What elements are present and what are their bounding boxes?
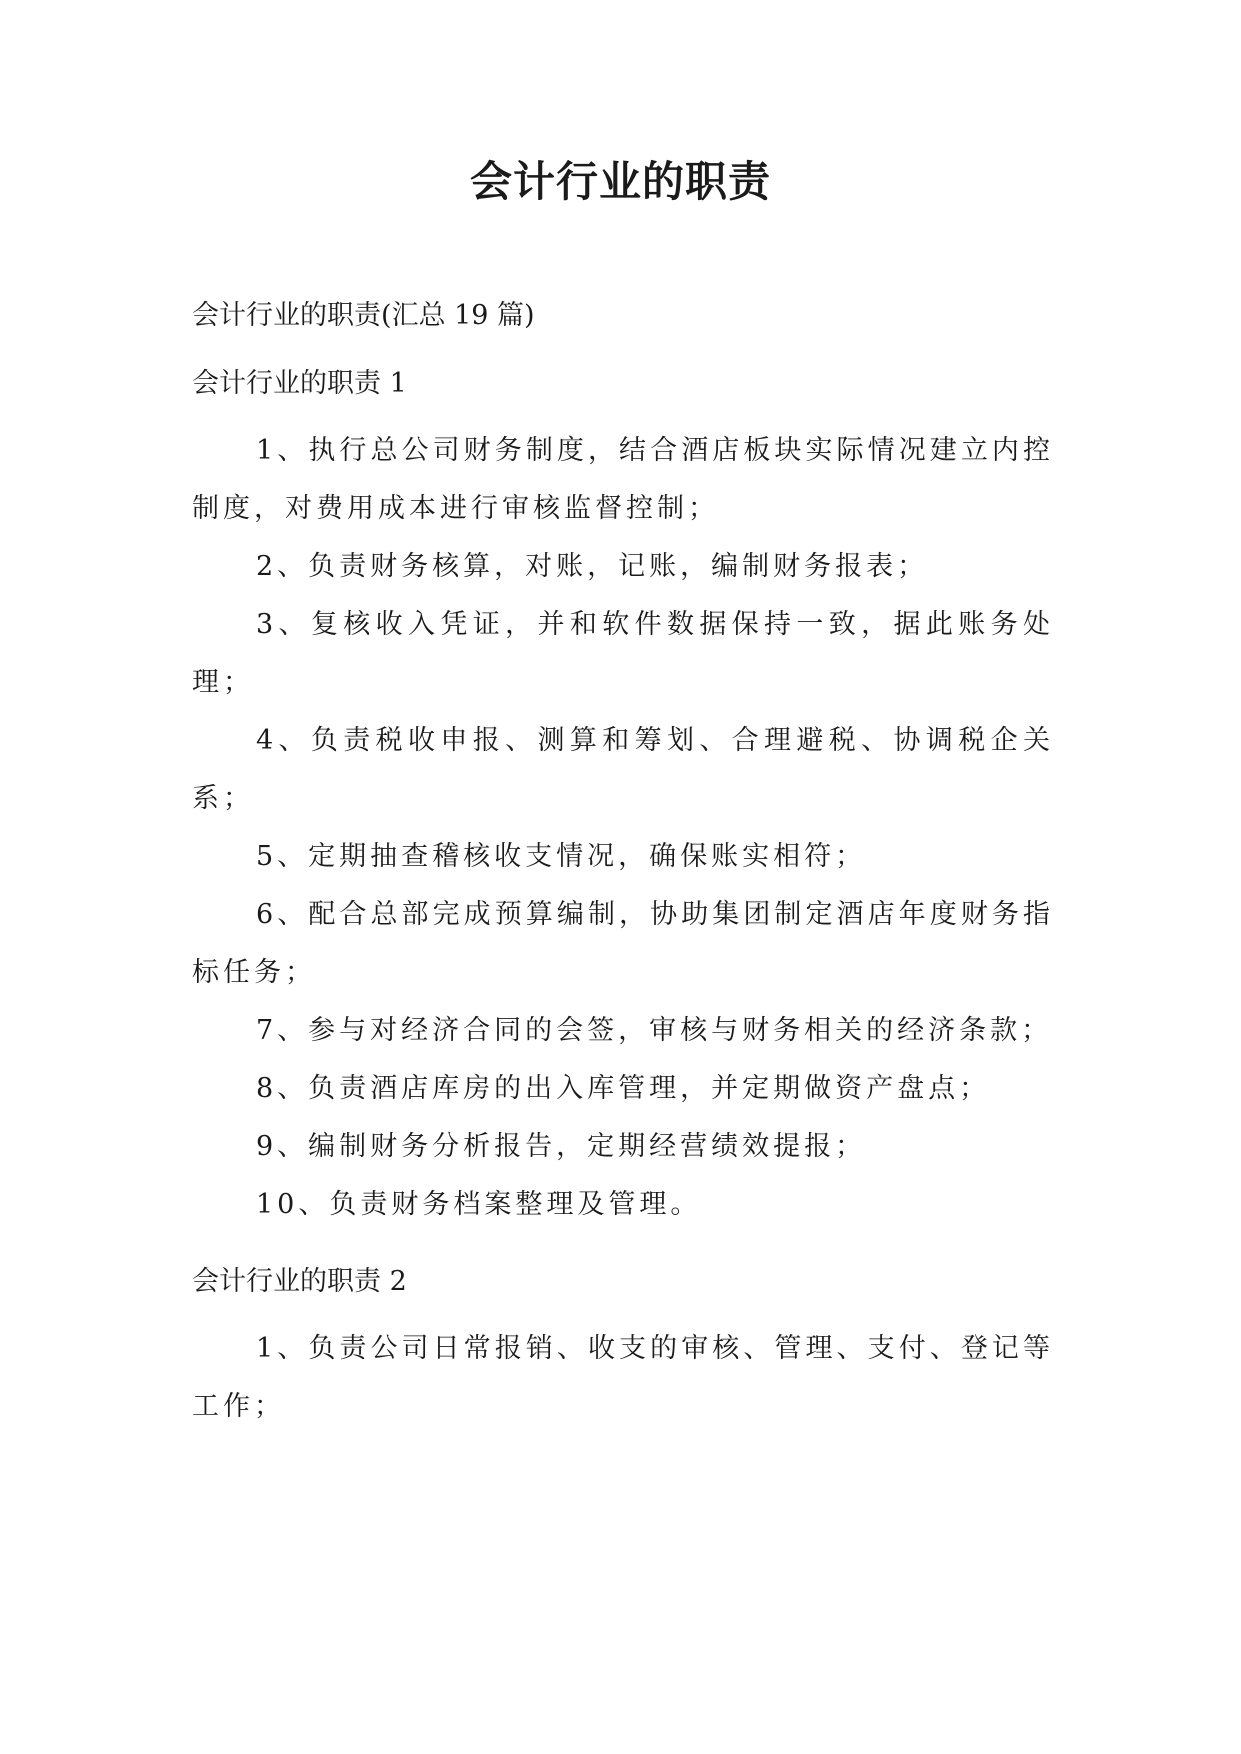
document-title: 会计行业的职责 [469,157,771,206]
document-subtitle: 会计行业的职责(汇总 19 篇) [192,300,535,331]
list-item: 8、负责酒店库房的出入库管理，并定期做资产盘点； [256,1073,991,1104]
section-2 [192,1262,1054,1436]
list-item: 1、执行总公司财务制度，结合酒店板块实际情况建立内控制度，对费用成本进行审核监督控制； [192,435,1054,524]
list-item: 5、定期抽查稽核收支情况，确保账实相符； [256,841,867,872]
list-item: 1、负责公司日常报销、收支的审核、管理、支付、登记等工作； [192,1333,1054,1422]
list-item: 4、负责税收申报、测算和筹划、合理避税、协调税企关系； [192,725,1054,814]
list-item: 7、参与对经济合同的会签，审核与财务相关的经济条款； [256,1015,1053,1046]
list-item: 3、复核收入凭证，并和软件数据保持一致，据此账务处理； [192,609,1054,698]
list-item: 6、配合总部完成预算编制，协助集团制定酒店年度财务指标任务； [192,899,1054,988]
list-item: 10、负责财务档案整理及管理。 [256,1189,702,1220]
section-heading: 会计行业的职责 2 [192,1266,407,1297]
section-heading: 会计行业的职责 1 [192,368,407,399]
list-item: 9、编制财务分析报告，定期经营绩效提报； [256,1131,867,1162]
list-item: 2、负责财务核算，对账，记账，编制财务报表； [256,551,929,582]
section-1 [192,364,1054,1234]
